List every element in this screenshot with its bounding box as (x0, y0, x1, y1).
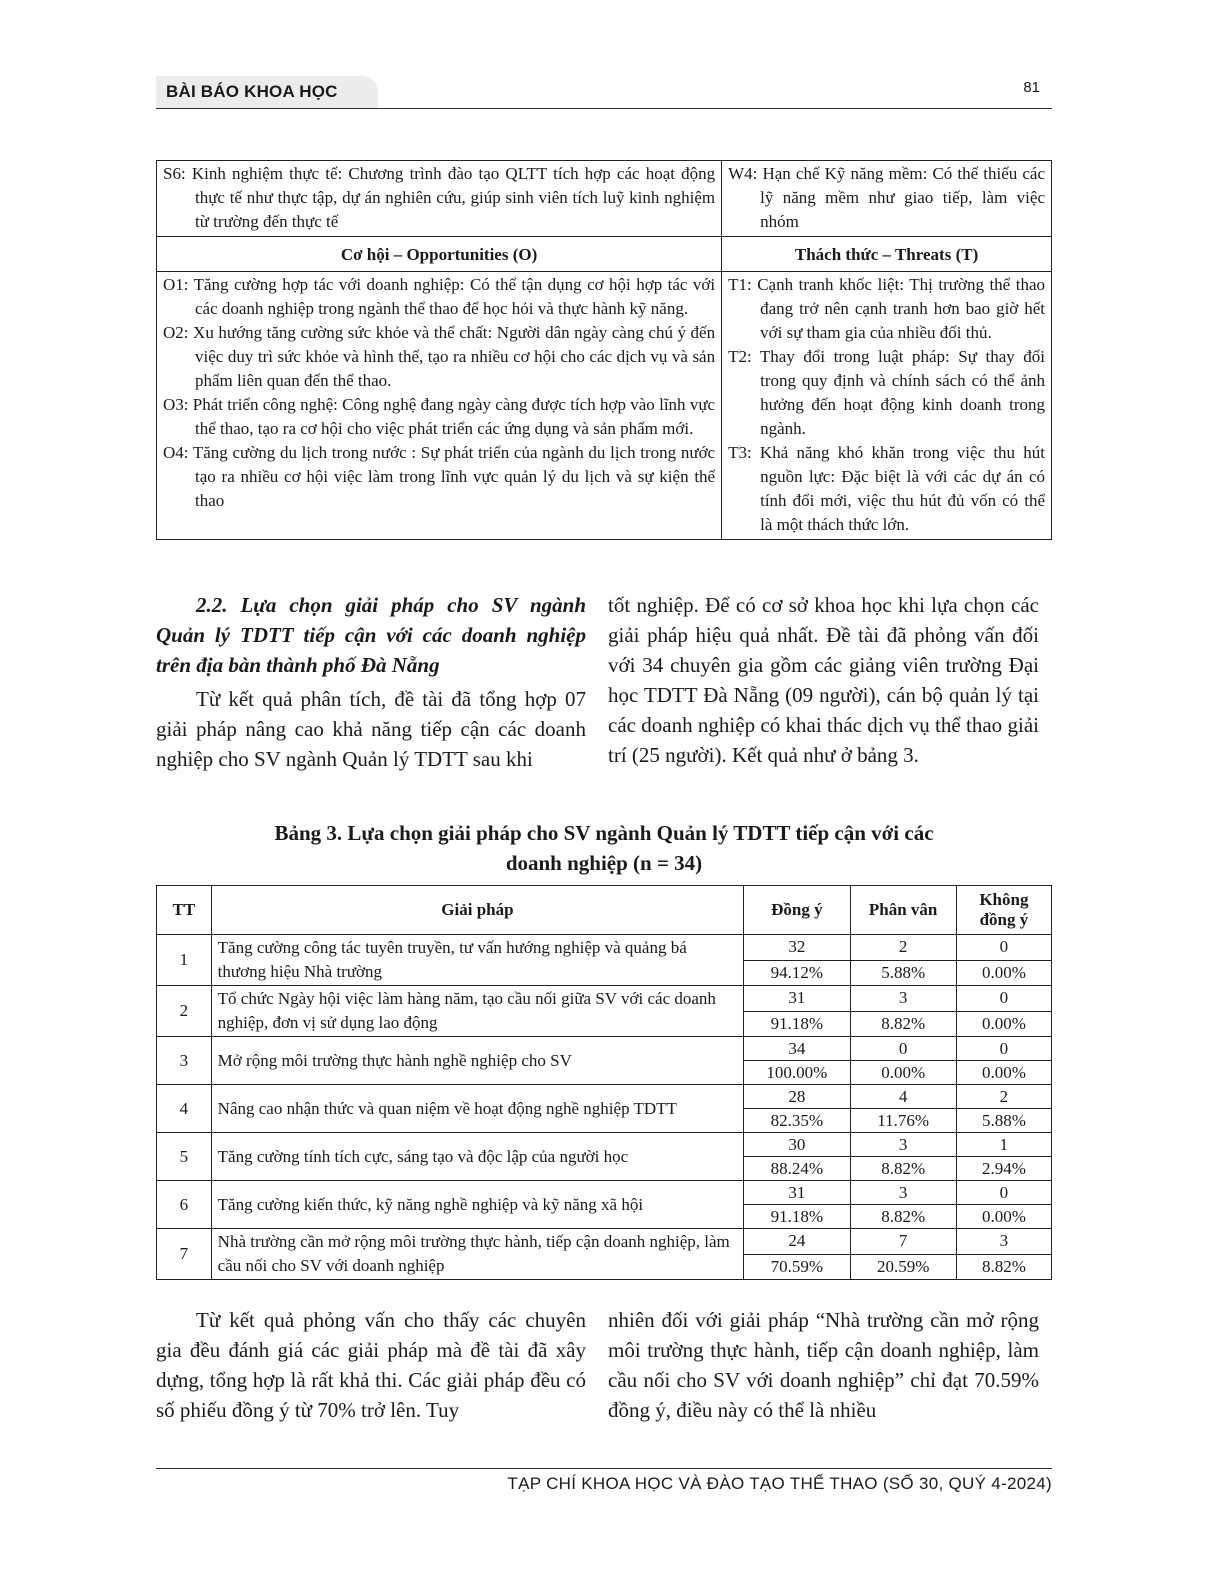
agree-percent: 91.18% (744, 1205, 850, 1229)
conclusion-paragraph-right: nhiên đối với giải pháp “Nhà trường cần mở rộng môi trường thực hành, tiếp cận doanh nghiệp, làm cầu nối cho SV với doanh nghiệp” chỉ đạt 70.59% đồng ý, điều này có thể là nhiều (608, 1308, 1039, 1422)
conclusion-right-column (608, 1305, 1039, 1425)
col-header-disagree (956, 886, 1051, 935)
row-number: 2 (157, 986, 212, 1037)
col-header-tt: TT (157, 886, 212, 935)
disagree-count: 0 (956, 935, 1051, 961)
section-label: BÀI BÁO KHOA HỌC (166, 82, 338, 101)
neutral-percent: 8.82% (850, 1205, 956, 1229)
swot-header-row (157, 237, 1052, 272)
neutral-percent: 8.82% (850, 1157, 956, 1181)
row-solution: Nâng cao nhận thức và quan niệm về hoạt động nghề nghiệp TDTT (211, 1085, 744, 1133)
agree-percent: 70.59% (744, 1254, 850, 1280)
neutral-count: 2 (850, 935, 956, 961)
agree-count: 32 (744, 935, 850, 961)
col-header-disagree-line1: Không (979, 890, 1029, 909)
threat-t2: T2: Thay đổi trong luật pháp: Sự thay đổi trong quy định và chính sách có thể ảnh hưởng đến hoạt động kinh doanh trong ngành. (728, 347, 1045, 438)
agree-count: 24 (744, 1229, 850, 1255)
journal-footer: TẠP CHÍ KHOA HỌC VÀ ĐÀO TẠO THỂ THAO (SỐ 30, QUÝ 4-2024) (507, 1474, 1052, 1493)
agree-percent: 91.18% (744, 1011, 850, 1037)
row-solution: Tăng cường công tác tuyên truyền, tư vấn hướng nghiệp và quảng bá thương hiệu Nhà trường (211, 935, 744, 986)
col-header-neutral: Phân vân (850, 886, 956, 935)
neutral-percent: 8.82% (850, 1011, 956, 1037)
results-table (156, 885, 1052, 1280)
agree-count: 28 (744, 1085, 850, 1109)
neutral-percent: 0.00% (850, 1061, 956, 1085)
table-caption (156, 818, 1052, 878)
col-header-agree: Đồng ý (744, 886, 850, 935)
header-tab (156, 76, 378, 108)
opportunities-cell (157, 272, 722, 540)
row-solution: Nhà trường cần mở rộng môi trường thực hành, tiếp cận doanh nghiệp, làm cầu nối cho SV với doanh nghiệp (211, 1229, 744, 1280)
swot-row-ot (157, 272, 1052, 540)
row-solution: Tăng cường tính tích cực, sáng tạo và độc lập của người học (211, 1133, 744, 1181)
agree-percent: 94.12% (744, 960, 850, 986)
disagree-count: 1 (956, 1133, 1051, 1157)
disagree-count: 0 (956, 1037, 1051, 1061)
threat-t3: T3: Khả năng khó khăn trong việc thu hút nguồn lực: Đặc biệt là với các dự án có tính đổi mới, việc thu hút đủ vốn có thể là một thách thức lớn. (728, 443, 1045, 534)
row-number: 3 (157, 1037, 212, 1085)
row-number: 1 (157, 935, 212, 986)
disagree-count: 0 (956, 1181, 1051, 1205)
table-caption-line1: Bảng 3. Lựa chọn giải pháp cho SV ngành Quản lý TDTT tiếp cận với các (274, 821, 934, 845)
section-paragraph-right: tốt nghiệp. Để có cơ sở khoa học khi lựa chọn các giải pháp hiệu quả nhất. Đề tài đã phỏng vấn đối với 34 chuyên gia gồm các giảng viên trường Đại học TDTT Đà Nẵng (09 người), cán bộ quản lý tại các doanh nghiệp có khai thác dịch vụ thể thao giải trí (25 người). Kết quả như ở bảng 3. (608, 593, 1039, 767)
disagree-percent: 0.00% (956, 960, 1051, 986)
opportunity-o2: O2: Xu hướng tăng cường sức khỏe và thể chất: Người dân ngày càng chú ý đến việc duy trì sức khỏe và hình thể, tạo ra nhiều cơ hội cho các dịch vụ và sản phẩm liên quan đến thể thao. (163, 323, 716, 390)
col-header-solution: Giải pháp (211, 886, 744, 935)
results-header-row (157, 886, 1052, 935)
section-left-column (156, 590, 586, 774)
col-header-disagree-line2: đồng ý (979, 910, 1029, 929)
threats-cell (722, 272, 1052, 540)
swot-cell-s6 (157, 161, 722, 237)
section-right-column (608, 590, 1039, 770)
table-row (157, 1085, 1052, 1109)
row-solution: Mở rộng môi trường thực hành nghề nghiệp cho SV (211, 1037, 744, 1085)
disagree-percent: 8.82% (956, 1254, 1051, 1280)
disagree-count: 2 (956, 1085, 1051, 1109)
table-row (157, 1133, 1052, 1157)
conclusion-paragraph-left: Từ kết quả phỏng vấn cho thấy các chuyên gia đều đánh giá các giải pháp mà đề tài đã xây dựng, tổng hợp là rất khả thi. Các giải pháp đều có số phiếu đồng ý từ 70% trở lên. Tuy (156, 1308, 586, 1422)
agree-count: 34 (744, 1037, 850, 1061)
neutral-percent: 11.76% (850, 1109, 956, 1133)
footer-divider (156, 1468, 1052, 1469)
page-number: 81 (1023, 79, 1040, 96)
neutral-count: 3 (850, 1133, 956, 1157)
threats-heading: Thách thức – Threats (T) (722, 237, 1052, 272)
conclusion-left-column (156, 1305, 586, 1425)
row-number: 6 (157, 1181, 212, 1229)
disagree-percent: 0.00% (956, 1205, 1051, 1229)
disagree-count: 0 (956, 986, 1051, 1012)
strength-s6: S6: Kinh nghiệm thực tế: Chương trình đào tạo QLTT tích hợp các hoạt động thực tế như thực tập, dự án nghiên cứu, giúp sinh viên tích luỹ kinh nghiệm từ trường đến thực tế (163, 164, 716, 231)
neutral-count: 0 (850, 1037, 956, 1061)
threat-t1: T1: Cạnh tranh khốc liệt: Thị trường thể thao đang trở nên cạnh tranh hơn bao giờ hết với sự tham gia của nhiều đối thủ. (728, 275, 1045, 342)
weakness-w4: W4: Hạn chế Kỹ năng mềm: Có thể thiếu các lỹ năng mềm như giao tiếp, làm việc nhóm (728, 164, 1045, 231)
neutral-count: 3 (850, 986, 956, 1012)
table-row (157, 1037, 1052, 1061)
agree-percent: 82.35% (744, 1109, 850, 1133)
table-caption-line2: doanh nghiệp (n = 34) (505, 851, 703, 875)
opportunity-o4: O4: Tăng cường du lịch trong nước : Sự phát triển của ngành du lịch trong nước tạo ra nhiều cơ hội việc làm trong lĩnh vực quản lý du lịch và sự kiện thể thao (163, 443, 716, 510)
swot-table (156, 160, 1052, 540)
row-number: 4 (157, 1085, 212, 1133)
row-number: 5 (157, 1133, 212, 1181)
neutral-count: 4 (850, 1085, 956, 1109)
disagree-percent: 0.00% (956, 1011, 1051, 1037)
agree-percent: 88.24% (744, 1157, 850, 1181)
agree-count: 31 (744, 986, 850, 1012)
table-row (157, 1181, 1052, 1205)
table-row (157, 1229, 1052, 1255)
agree-count: 31 (744, 1181, 850, 1205)
opportunities-heading: Cơ hội – Opportunities (O) (157, 237, 722, 272)
row-solution: Tổ chức Ngày hội việc làm hàng năm, tạo cầu nối giữa SV với các doanh nghiệp, đơn vị sử dụng lao động (211, 986, 744, 1037)
disagree-percent: 5.88% (956, 1109, 1051, 1133)
agree-percent: 100.00% (744, 1061, 850, 1085)
row-number: 7 (157, 1229, 212, 1280)
neutral-percent: 5.88% (850, 960, 956, 986)
row-solution: Tăng cường kiến thức, kỹ năng nghề nghiệp và kỹ năng xã hội (211, 1181, 744, 1229)
swot-row-sw (157, 161, 1052, 237)
page-header (156, 76, 1052, 109)
table-row (157, 935, 1052, 961)
disagree-percent: 0.00% (956, 1061, 1051, 1085)
table-row (157, 986, 1052, 1012)
opportunity-o3: O3: Phát triển công nghệ: Công nghệ đang ngày càng được tích hợp vào lĩnh vực thể thao, tạo ra cơ hội cho việc phát triển các ứng dụng và sản phẩm mới. (163, 395, 716, 438)
neutral-count: 7 (850, 1229, 956, 1255)
neutral-count: 3 (850, 1181, 956, 1205)
disagree-percent: 2.94% (956, 1157, 1051, 1181)
agree-count: 30 (744, 1133, 850, 1157)
neutral-percent: 20.59% (850, 1254, 956, 1280)
section-paragraph-left: Từ kết quả phân tích, đề tài đã tổng hợp 07 giải pháp nâng cao khả năng tiếp cận các doanh nghiệp cho SV ngành Quản lý TDTT sau khi (156, 687, 586, 771)
disagree-count: 3 (956, 1229, 1051, 1255)
section-title: 2.2. Lựa chọn giải pháp cho SV ngành Quản lý TDTT tiếp cận với các doanh nghiệp trên địa bàn thành phố Đà Nẵng (156, 593, 586, 677)
swot-cell-w4 (722, 161, 1052, 237)
opportunity-o1: O1: Tăng cường hợp tác với doanh nghiệp: Có thể tận dụng cơ hội hợp tác với các doanh nghiệp trong ngành thể thao để học hỏi và thực hành kỹ năng. (163, 275, 716, 318)
